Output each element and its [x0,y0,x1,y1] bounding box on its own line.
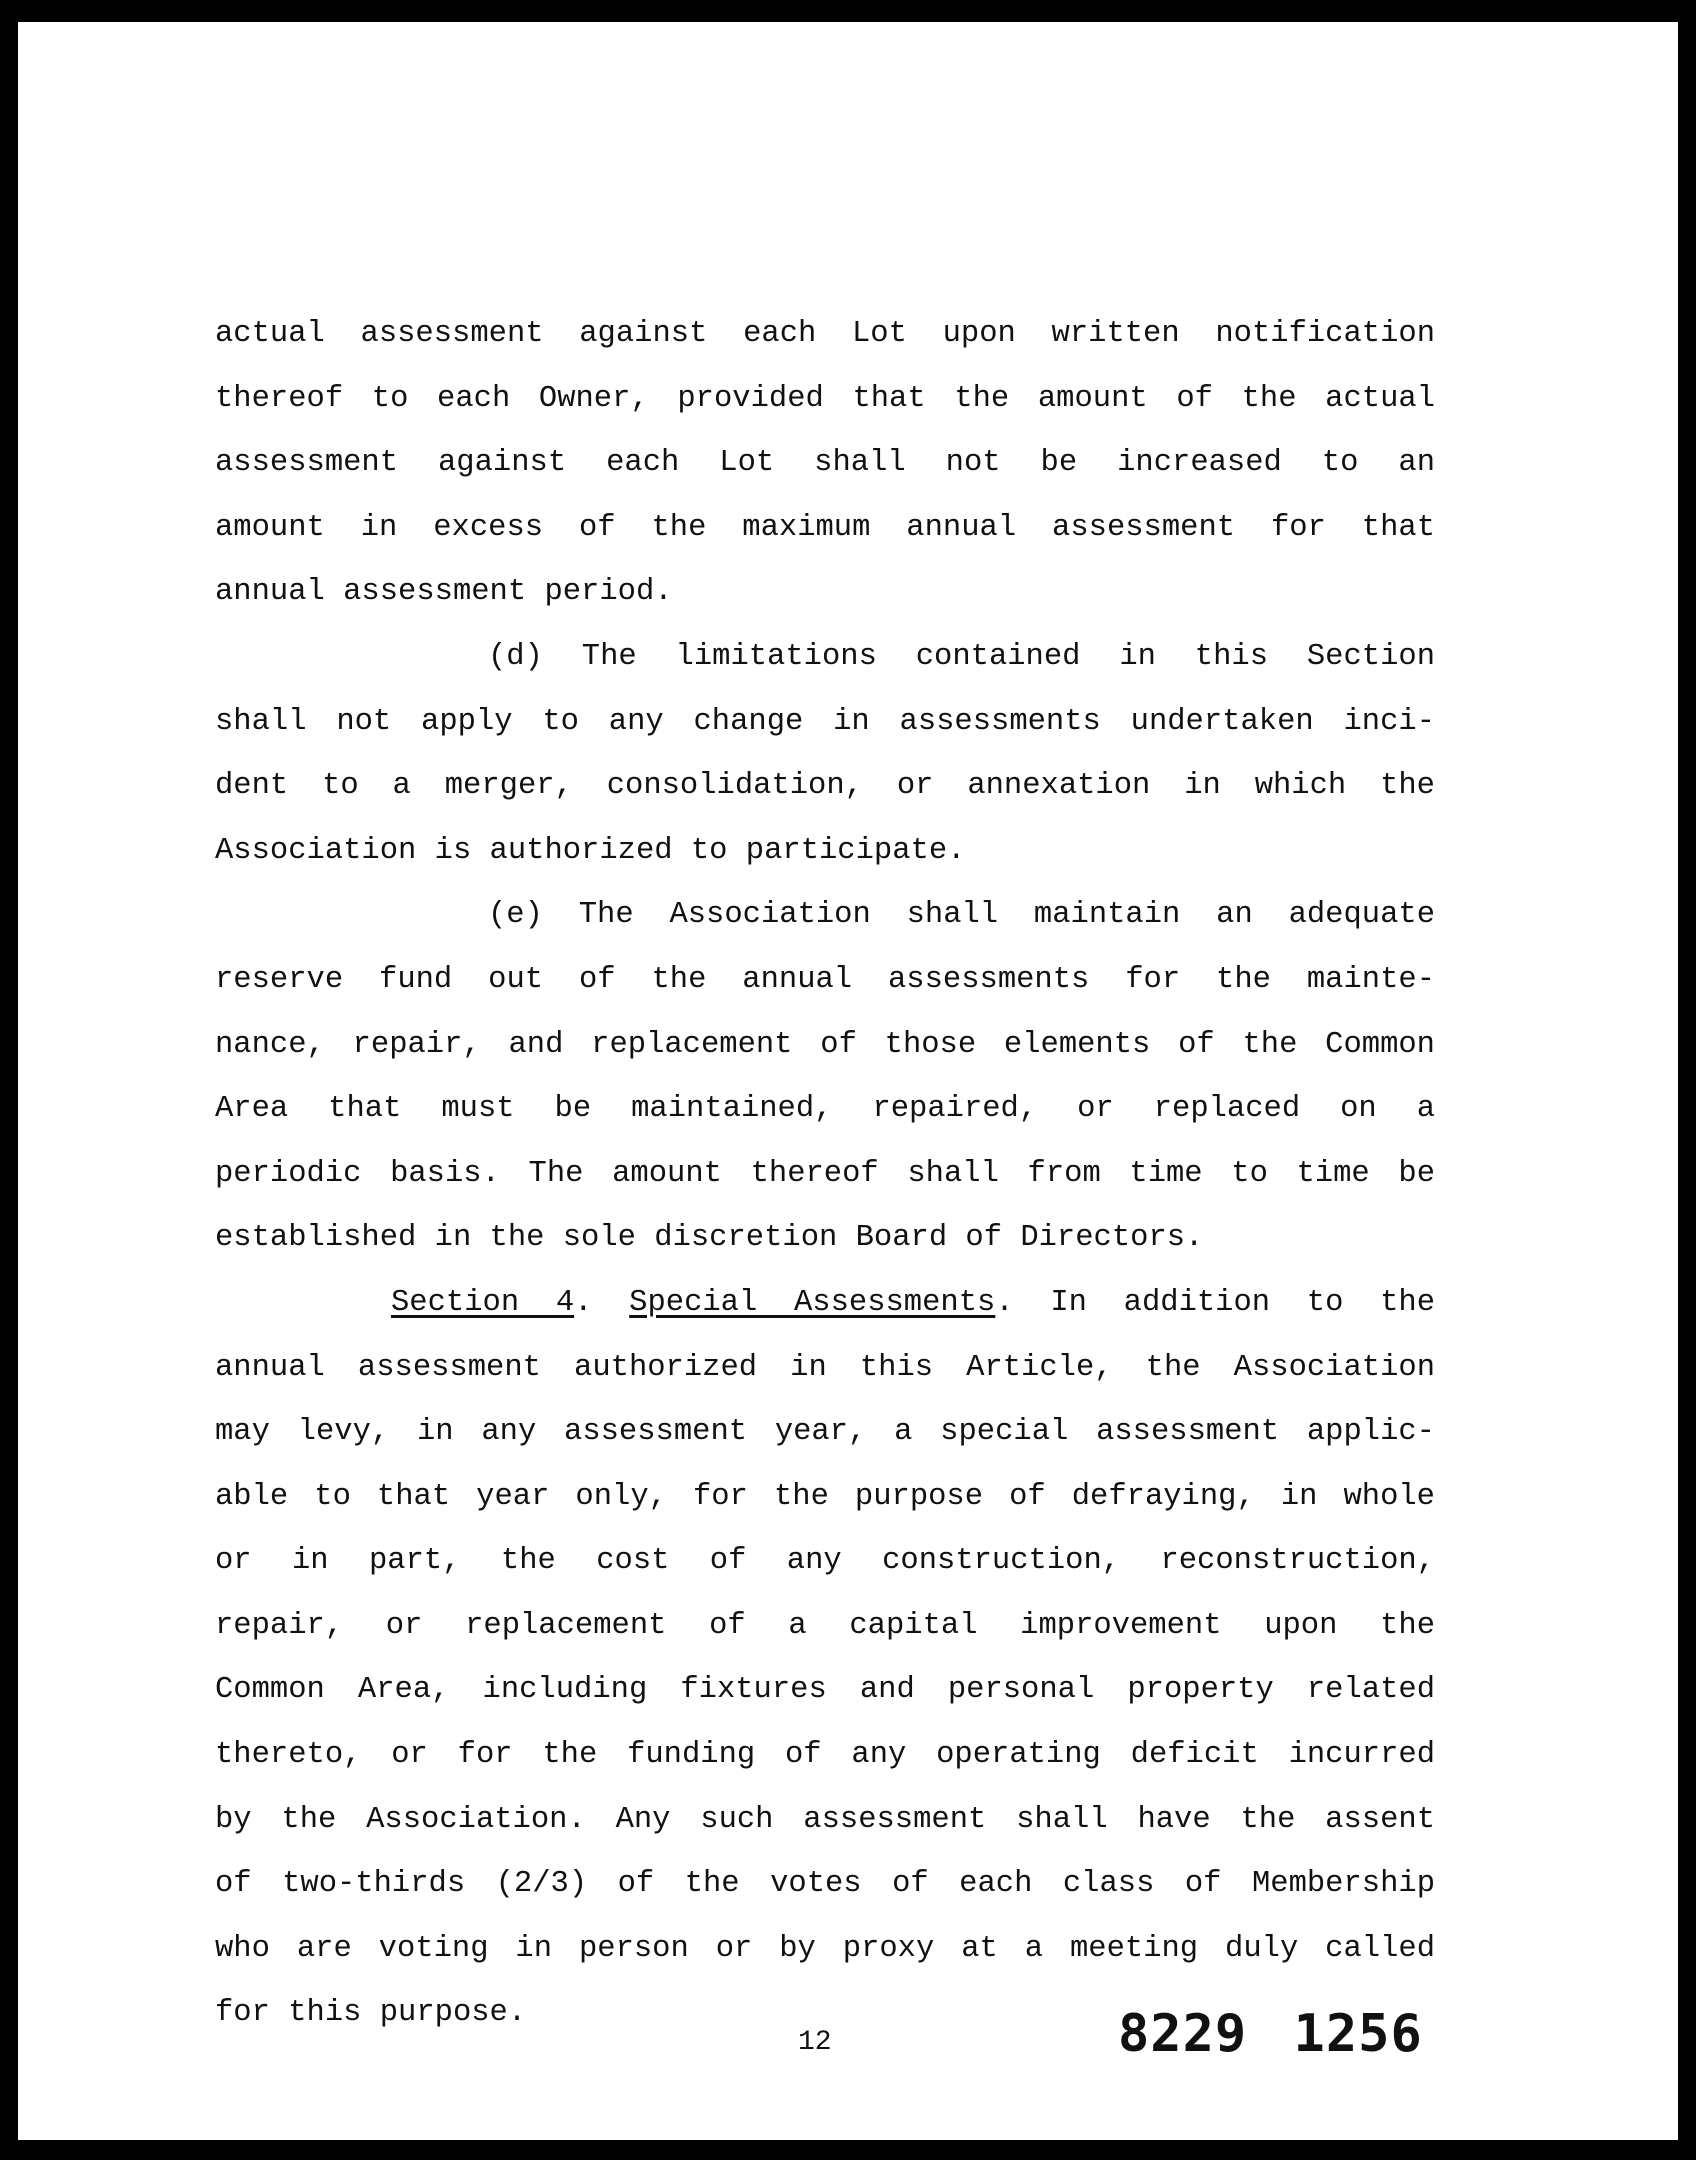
text-line: repair, or replacement of a capital improvement upon the [215,1608,1435,1643]
text-line: of two-thirds (2/3) of the votes of each class of Membership [215,1867,1435,1902]
document-number: 8229 1256 [1118,2004,1423,2064]
section-first-line-text: In addition to the [1050,1285,1436,1320]
text-line: for this purpose. [215,1996,527,2031]
text-line: assessment against each Lot shall not be increased to an [215,446,1435,481]
text-line: or in part, the cost of any construction, reconstruction, [215,1544,1435,1579]
page-number: 12 [798,2027,832,2058]
text-line: established in the sole discretion Board of Directors. [215,1221,1204,1256]
text-line: dent to a merger, consolidation, or annexation in which the [215,769,1435,804]
text-line: annual assessment period. [215,575,673,610]
text-line: Association is authorized to participate. [215,833,966,868]
paragraph-d-first-line: (d) The limitations contained in this Section [488,639,1435,674]
section-label: Section 4 [391,1285,575,1320]
text-line: shall not apply to any change in assessments undertaken inci- [215,704,1435,739]
text-line: able to that year only, for the purpose of defraying, in whole [215,1479,1435,1514]
text-line: actual assessment against each Lot upon written notification [215,317,1435,351]
text-line: thereto, or for the funding of any operating deficit incurred [215,1738,1435,1773]
text-line: annual assessment authorized in this Article, the Association [215,1350,1435,1385]
text-line: Area that must be maintained, repaired, or replaced on a [215,1092,1435,1127]
text-line: may levy, in any assessment year, a special assessment applic- [215,1415,1435,1450]
section-heading: Special Assessments [629,1285,996,1320]
text-line: by the Association. Any such assessment shall have the assent [215,1802,1435,1837]
text-line: nance, repair, and replacement of those elements of the Common [215,1027,1435,1062]
section-4-heading-line: Section 4. Special Assessments. In addition to the [391,1285,1436,1320]
text-line: thereof to each Owner, provided that the amount of the actual [215,381,1435,416]
text-line: who are voting in person or by proxy at a meeting duly called [215,1931,1435,1966]
document-page [18,22,1678,2140]
text-line: amount in excess of the maximum annual assessment for that [215,510,1435,545]
paragraph-e-first-line: (e) The Association shall maintain an adequate [488,898,1435,933]
text-line: periodic basis. The amount thereof shall from time to time be [215,1156,1435,1191]
body-text [215,302,1435,2046]
text-line: reserve fund out of the annual assessments for the mainte- [215,962,1435,997]
text-line: Common Area, including fixtures and personal property related [215,1673,1435,1708]
